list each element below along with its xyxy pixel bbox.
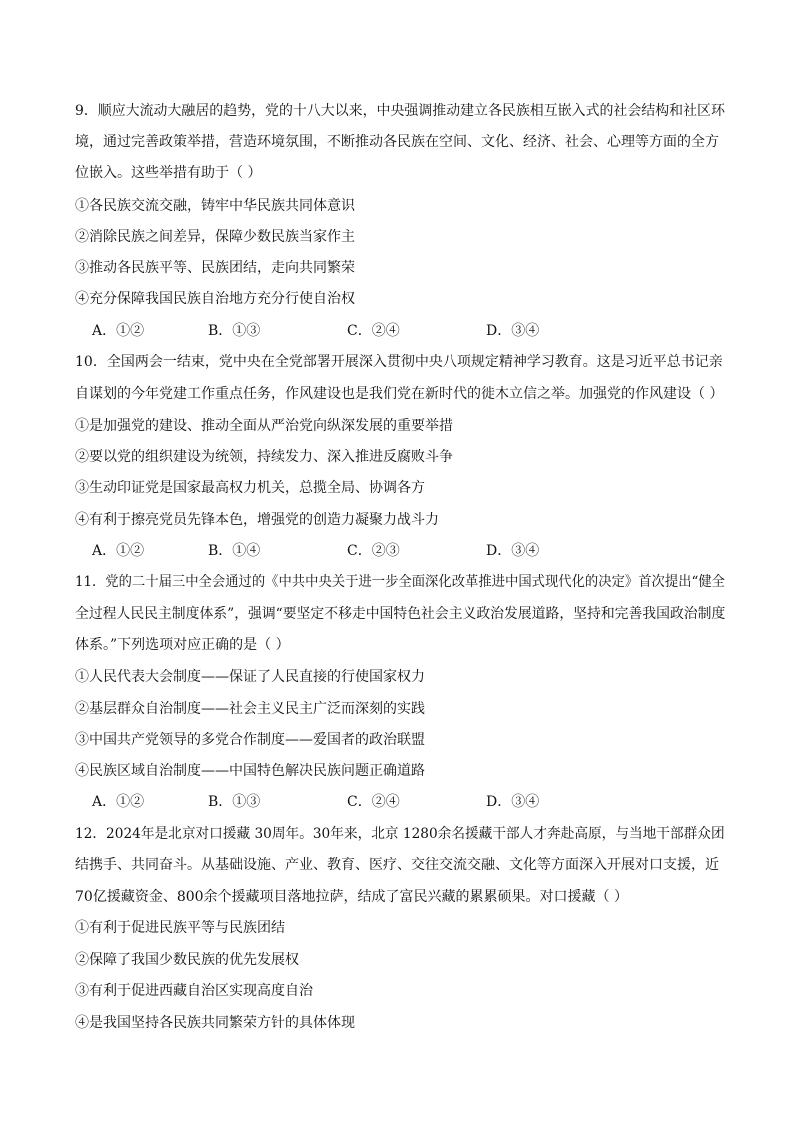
option-statement: ③有利于促进西藏自治区实现高度自治	[75, 983, 313, 999]
option-statement: ③推动各民族平等、民族团结，走向共同繁荣	[75, 260, 355, 276]
option-statement: ②要以党的组织建设为统领，持续发力、深入推进反腐败斗争	[75, 449, 453, 465]
option-statement: ①有利于促进民族平等与民族团结	[75, 920, 285, 936]
choice-b: B．①③	[208, 323, 261, 339]
option-statement: ②保障了我国少数民族的优先发展权	[75, 952, 299, 968]
question-stem-line: 12．2024年是北京对口援藏 30周年。30年来，北京 1280余名援藏干部人才奔赴高原，与当地干部群众团	[75, 826, 725, 842]
question-stem-line: 11．党的二十届三中全会通过的《中共中央关于进一步全面深化改革推进中国式现代化的决定》首次提出“健全	[75, 574, 725, 590]
question-stem-line: 自谋划的今年党建工作重点任务，作风建设也是我们党在新时代的徙木立信之举。加强党的作风建设（ ）	[75, 386, 724, 402]
choice-c: C．②③	[347, 543, 400, 559]
question-stem-line: 位嵌入。这些举措有助于（ ）	[75, 165, 262, 181]
question-stem-line: 境，通过完善政策举措，营造环境氛围，不断推动各民族在空间、文化、经济、社会、心理等方面的全方	[75, 134, 719, 150]
choice-b: B．①③	[208, 794, 261, 810]
option-statement: ④民族区域自治制度——中国特色解决民族问题正确道路	[75, 763, 425, 779]
choice-a: A．①②	[92, 794, 145, 810]
option-statement: ③中国共产党领导的多党合作制度——爱国者的政治联盟	[75, 732, 425, 748]
choice-c: C．②④	[347, 794, 400, 810]
question-stem-line: 体系。”下列选项对应正确的是（ ）	[75, 637, 290, 653]
question-stem-line: 全过程人民民主制度体系”，强调“要坚定不移走中国特色社会主义政治发展道路，坚持和完善我国政治制度	[75, 606, 726, 622]
option-statement: ④是我国坚持各民族共同繁荣方针的具体体现	[75, 1015, 355, 1031]
choice-d: D．③④	[486, 543, 540, 559]
option-statement: ④充分保障我国民族自治地方充分行使自治权	[75, 291, 355, 307]
choice-a: A．①②	[92, 543, 145, 559]
question-stem-line: 10．全国两会一结束，党中央在全党部署开展深入贯彻中央八项规定精神学习教育。这是习近平总书记亲	[75, 354, 723, 370]
choice-d: D．③④	[486, 794, 540, 810]
question-stem-line: 70亿援藏资金、800余个援藏项目落地拉萨，结成了富民兴藏的累累硕果。对口援藏（ ）	[75, 889, 628, 905]
question-stem-line: 结携手、共同奋斗。从基础设施、产业、教育、医疗、交往交流交融、文化等方面深入开展对口支援，近	[75, 857, 719, 873]
option-statement: ①是加强党的建设、推动全面从严治党向纵深发展的重要举措	[75, 418, 453, 434]
question-stem-line: 9．顺应大流动大融居的趋势，党的十八大以来，中央强调推动建立各民族相互嵌入式的社会结构和社区环	[75, 103, 725, 119]
choice-d: D．③④	[486, 323, 540, 339]
option-statement: ②消除民族之间差异，保障少数民族当家作主	[75, 229, 355, 245]
choice-c: C．②④	[347, 323, 400, 339]
option-statement: ③生动印证党是国家最高权力机关，总揽全局、协调各方	[75, 480, 425, 496]
option-statement: ①人民代表大会制度——保证了人民直接的行使国家权力	[75, 669, 425, 685]
choice-b: B．①④	[208, 543, 261, 559]
option-statement: ①各民族交流交融，铸牢中华民族共同体意识	[75, 198, 355, 214]
option-statement: ②基层群众自治制度——社会主义民主广泛而深刻的实践	[75, 701, 425, 717]
choice-a: A．①②	[92, 323, 145, 339]
option-statement: ④有利于擦亮党员先锋本色，增强党的创造力凝聚力战斗力	[75, 512, 439, 528]
